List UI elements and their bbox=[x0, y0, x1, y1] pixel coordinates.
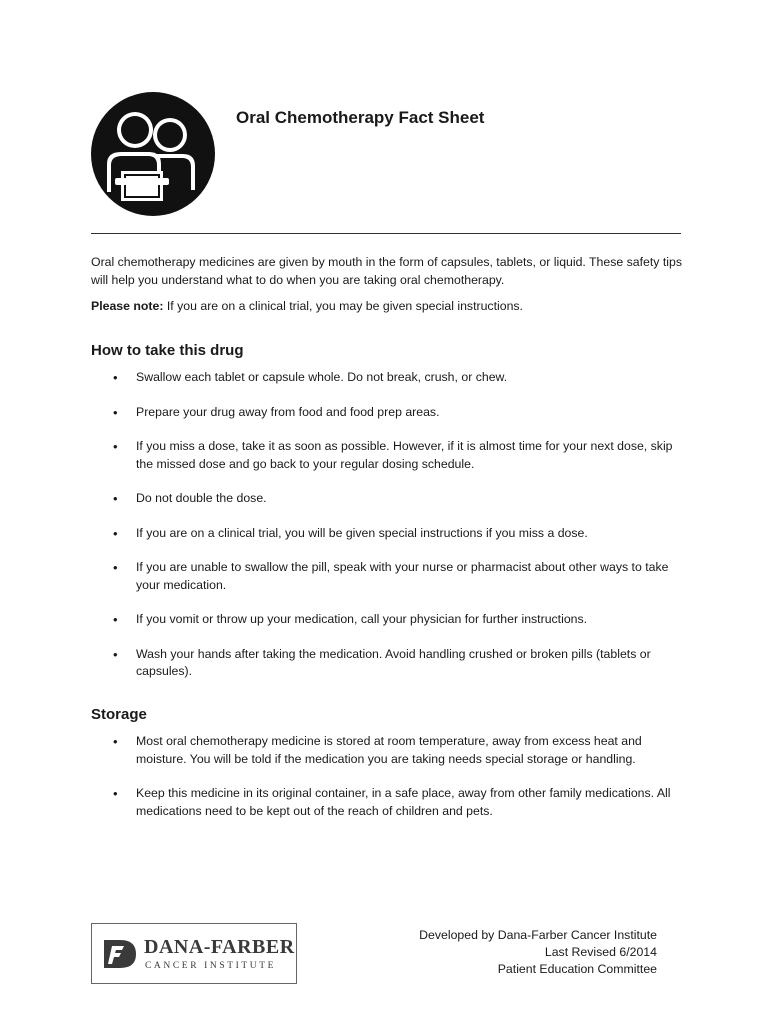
list-item: • If you vomit or throw up your medication, call your physician for further instructions. bbox=[113, 611, 683, 629]
footer-committee: Patient Education Committee bbox=[497, 962, 657, 976]
note-paragraph bbox=[91, 297, 691, 315]
how-to-heading: How to take this drug bbox=[91, 342, 244, 359]
list-item: • Swallow each tablet or capsule whole. Do not break, crush, or chew. bbox=[113, 369, 683, 387]
footer-developed-by: Developed by Dana-Farber Cancer Institute bbox=[419, 928, 657, 942]
list-item: • If you miss a dose, take it as soon as possible. However, if it is almost time for your next dose, skip the missed dose and go back to your regular dosing schedule. bbox=[113, 438, 683, 473]
header-divider bbox=[91, 233, 681, 234]
list-item: • Most oral chemotherapy medicine is stored at room temperature, away from excess heat and moisture. You will be told if the medication you are taking needs special storage or handling. bbox=[113, 733, 683, 768]
list-item: • Wash your hands after taking the medication. Avoid handling crushed or broken pills (tablets or capsules). bbox=[113, 646, 683, 681]
note-text: If you are on a clinical trial, you may be given special instructions. bbox=[163, 299, 523, 313]
footer-revised-date: Last Revised 6/2014 bbox=[544, 945, 657, 959]
list-item: • Prepare your drug away from food and food prep areas. bbox=[113, 404, 683, 422]
dana-farber-logo-icon bbox=[100, 934, 140, 974]
dana-farber-logo bbox=[91, 923, 297, 984]
patient-education-icon bbox=[91, 92, 215, 216]
list-item: • If you are unable to swallow the pill, speak with your nurse or pharmacist about other ways to take your medication. bbox=[113, 559, 683, 594]
storage-heading: Storage bbox=[91, 706, 147, 723]
storage-list bbox=[113, 733, 683, 820]
list-item: • Do not double the dose. bbox=[113, 490, 683, 508]
intro-paragraph: Oral chemotherapy medicines are given by mouth in the form of capsules, tablets, or liquid. These safety tips will help you understand what to do when you are taking oral chemotherapy. bbox=[91, 255, 683, 287]
list-item: • If you are on a clinical trial, you will be given special instructions if you miss a dose. bbox=[113, 525, 683, 543]
how-to-list bbox=[113, 369, 683, 681]
note-label: Please note: bbox=[91, 299, 164, 313]
footer-info bbox=[419, 927, 657, 978]
brand-name: DANA-FARBER bbox=[144, 936, 295, 958]
brand-subtitle: CANCER INSTITUTE bbox=[145, 961, 277, 971]
page-title: Oral Chemotherapy Fact Sheet bbox=[236, 108, 485, 127]
list-item: • Keep this medicine in its original container, in a safe place, away from other family medications. All medications need to be kept out of the reach of children and pets. bbox=[113, 785, 683, 820]
